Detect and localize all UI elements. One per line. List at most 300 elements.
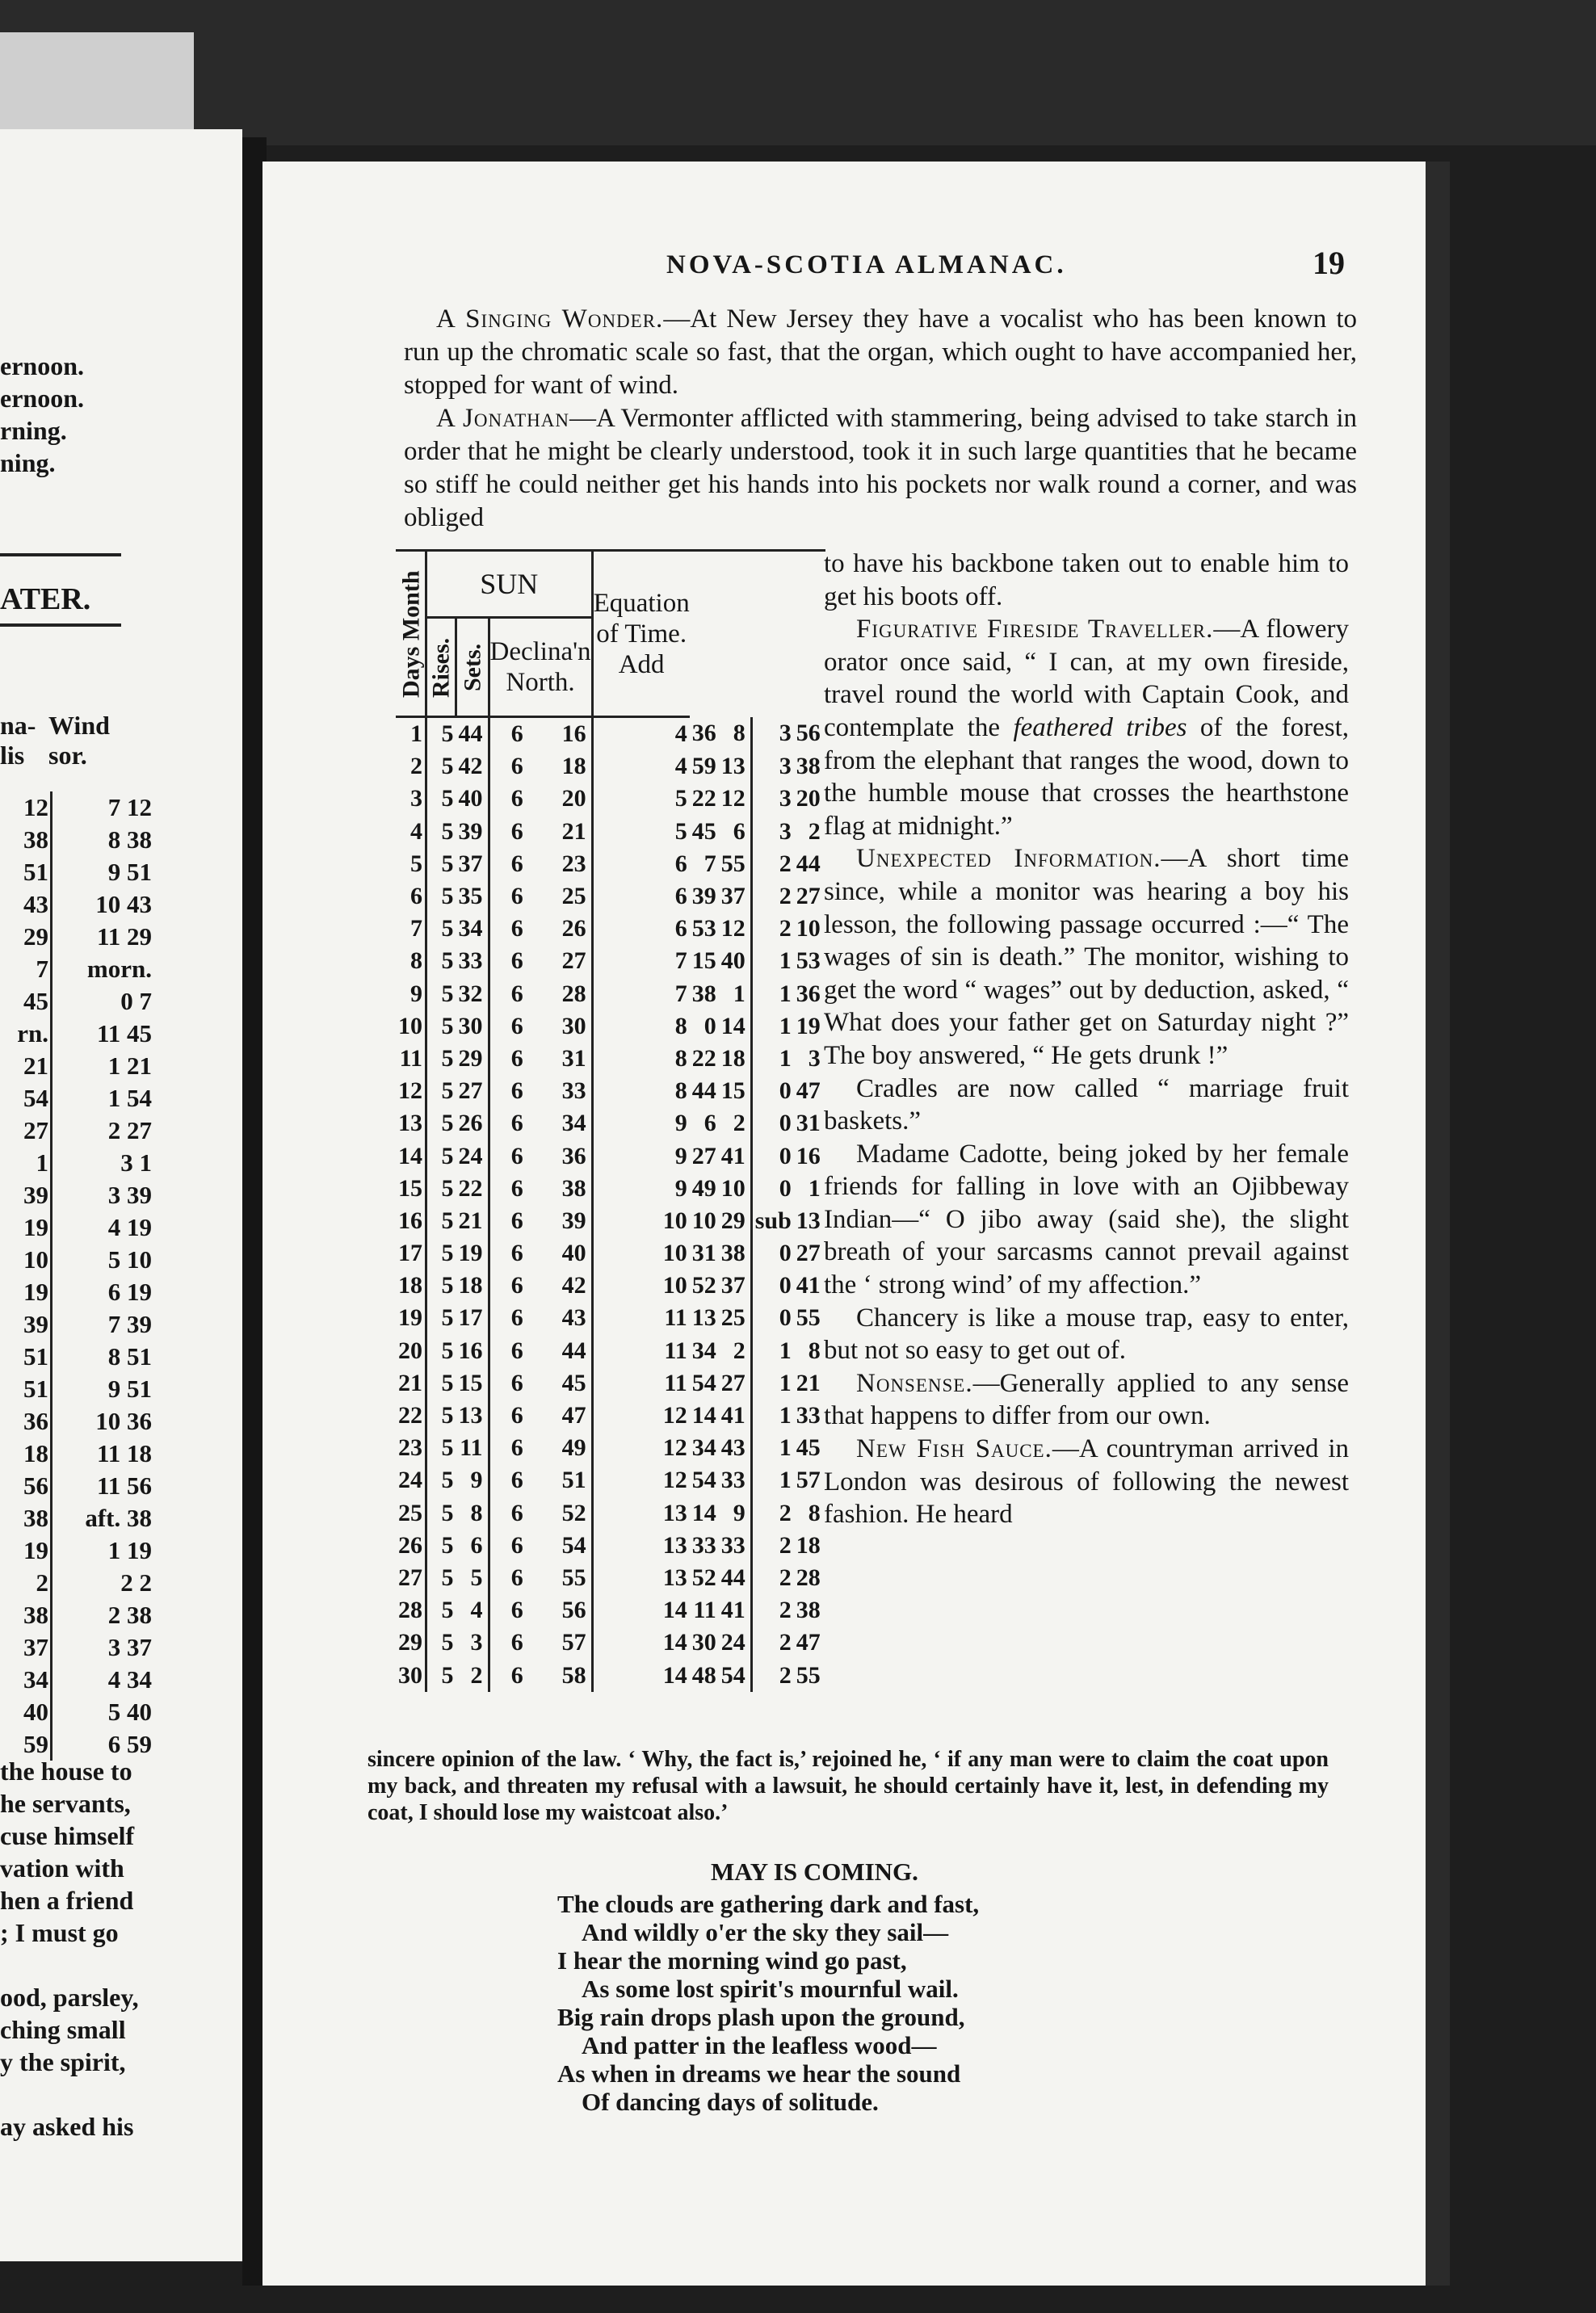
sun-table-cell: 5 (426, 880, 456, 913)
sun-table-cell: 5 (426, 1464, 456, 1497)
sun-table-cell: 0 (751, 1237, 794, 1270)
sun-table-cell: 0 (751, 1173, 794, 1205)
left-table-row (0, 953, 153, 985)
sun-table-row (396, 783, 825, 815)
sun-table-cell: 1 (751, 1464, 794, 1497)
sun-table-cell: 33 (720, 1467, 746, 1494)
para-title: A Jonathan (436, 404, 570, 433)
left-table-cell: 4 19 (51, 1211, 153, 1244)
sun-table-cell: 2 (751, 1562, 794, 1594)
para-figurative: Figurative Fireside Traveller.—A flowery orator once said, “ I can, at my own fireside, travel round the world with Captain Cook, and contemplate the feathered tribes of the forest, from the elephant that ranges the wood, down to the humble mouse that crosses the hearthstone flag at midnight.” (824, 615, 1349, 841)
sun-table-cell: 4 (592, 717, 690, 751)
sun-table-cell: 10 (592, 1270, 690, 1302)
sun-table-cell: 2 (751, 880, 794, 913)
left-table-cell: 10 43 (51, 888, 153, 921)
left-table-row (0, 1373, 153, 1405)
sun-table-cell: 42 (561, 1272, 586, 1299)
sun-table-cell: 31 (796, 1110, 821, 1137)
sun-table-cell: 21 (398, 1369, 422, 1396)
sun-table-cell: 5 (426, 1270, 456, 1302)
sun-table-cell: 10 (398, 1012, 422, 1039)
left-page-line: cuse himself (0, 1821, 135, 1850)
sun-table-row (396, 1043, 825, 1075)
para-unexpected: Unexpected Information.—A short time since, while a monitor was hearing a boy his lesson, the following passage occurred :—“ The wages of sin is death.” The monitor, wishing to get the word “ wages” out by deduction, asked, “ What does your father get on Saturday night ?” The boy answered, “ He gets drunk !” (824, 844, 1349, 1070)
page-edge (1426, 162, 1450, 2286)
left-table-cell: 7 12 (51, 791, 153, 824)
sun-table-cell: 10 (691, 1207, 716, 1234)
col-days-month: Days Month (396, 551, 426, 717)
sun-table-cell: 29 (720, 1207, 746, 1234)
sun-table-cell: 5 (426, 1497, 456, 1530)
sun-table-cell: 1 (751, 978, 794, 1010)
left-table-cell: 38 (23, 825, 48, 854)
left-col-b-head: Wind sor. (48, 711, 110, 770)
poem-line: As when in dreams we hear the sound (557, 2059, 961, 2088)
left-table-cell: 1 (36, 1148, 48, 1177)
sun-table-cell: 9 (592, 1173, 690, 1205)
left-table-cell: 5 10 (51, 1244, 153, 1276)
left-table-cell: 7 (36, 955, 48, 983)
sun-table-row (396, 1497, 825, 1530)
sun-table-row (396, 1140, 825, 1172)
left-table-row (0, 1502, 153, 1534)
left-page-rule (0, 553, 121, 556)
sun-table-cell: 6 (592, 913, 690, 945)
sun-table-cell: 28 (796, 1564, 821, 1591)
left-page-line: rning. (0, 416, 67, 445)
sun-table-cell: 16 (796, 1142, 821, 1169)
left-table-cell: 6 59 (51, 1728, 153, 1761)
sun-table-row (396, 1270, 825, 1302)
right-column (824, 548, 1349, 1531)
sun-table-cell: 6 (489, 1205, 526, 1237)
sun-table-cell: 41 (796, 1272, 821, 1299)
sun-table-cell: 18 (458, 1272, 483, 1299)
sun-table-cell: 28 (561, 980, 586, 1007)
sun-table-cell: 5 (426, 1367, 456, 1400)
sun-table-cell: 17 (398, 1240, 422, 1267)
sun-table-cell: 6 (489, 1140, 526, 1172)
left-table-row (0, 1082, 153, 1115)
left-table-cell: 39 (23, 1310, 48, 1338)
sun-table-cell: 18 (561, 753, 586, 780)
sun-table-cell: 11 (399, 1044, 422, 1072)
page-number: 19 (1312, 245, 1345, 281)
sun-table-cell: 29 (458, 1044, 483, 1072)
sun-table-row (396, 1335, 825, 1367)
sun-table-cell: 44 (561, 1337, 586, 1364)
para-jonathan (404, 402, 1357, 535)
sun-table-cell: 27 (398, 1564, 422, 1591)
sun-table-cell: 6 (489, 1237, 526, 1270)
left-table-cell: 9 51 (51, 1373, 153, 1405)
sun-table-row (396, 1302, 825, 1334)
sun-table-cell: 1 (410, 720, 422, 748)
sun-table-cell: 37 (458, 850, 483, 877)
left-table-cell: 59 (23, 1730, 48, 1758)
sun-table-cell: 27 (691, 1142, 716, 1169)
sun-table-cell: 18 (720, 1044, 746, 1072)
sun-table-cell: 14 (592, 1627, 690, 1659)
left-table-cell: 4 34 (51, 1664, 153, 1696)
sun-table-cell: 7 (592, 978, 690, 1010)
sun-table-cell: 8 (592, 1010, 690, 1043)
left-table-cell: 40 (23, 1698, 48, 1726)
sun-table-cell: 9 (733, 1499, 746, 1526)
sun-table-cell: 54 (691, 1369, 716, 1396)
sun-table-cell: 14 (592, 1594, 690, 1627)
sun-table-cell: 27 (561, 947, 586, 975)
sun-table-cell: 1 (751, 1335, 794, 1367)
sun-table-cell: 6 (489, 750, 526, 783)
left-page-rule (0, 623, 121, 627)
left-table-cell: 38 (23, 1504, 48, 1532)
left-table-cell: 8 38 (51, 824, 153, 856)
sun-table-cell: 2 (410, 753, 422, 780)
sun-table-cell: 5 (592, 783, 690, 815)
para-nonsense: Nonsense.—Generally applied to any sense that happens to differ from our own. (824, 1368, 1349, 1431)
col-declination: Declina'n North. (489, 618, 592, 717)
sun-table-cell: 25 (720, 1304, 746, 1332)
sun-table-cell: 6 (410, 883, 422, 910)
sun-table-cell: 36 (796, 980, 821, 1007)
poem-line: Big rain drops plash upon the ground, (557, 2003, 965, 2031)
sun-table-row (396, 945, 825, 977)
sun-table-cell: 25 (398, 1499, 422, 1526)
sun-table-cell: 13 (592, 1530, 690, 1562)
sun-table-cell: 27 (796, 883, 821, 910)
sun-table-cell: 52 (691, 1272, 716, 1299)
sun-table-cell: 35 (458, 883, 483, 910)
sun-table-cell: 38 (720, 1240, 746, 1267)
left-table-cell: 45 (23, 987, 48, 1015)
sun-table-row (396, 1173, 825, 1205)
left-table-cell: 6 19 (51, 1276, 153, 1308)
sun-table-cell: 41 (720, 1597, 746, 1624)
sun-table-row (396, 848, 825, 880)
sun-table-cell: 40 (561, 1240, 586, 1267)
sun-table-cell: 34 (691, 1434, 716, 1462)
sun-table-cell: 47 (561, 1402, 586, 1429)
sun-table-cell: 1 (751, 1367, 794, 1400)
sun-table-cell: 27 (796, 1240, 821, 1267)
left-table-cell: morn. (51, 953, 153, 985)
sun-table-cell: 5 (426, 1173, 456, 1205)
sun-table-cell: 1 (733, 980, 746, 1007)
sun-table-cell: 5 (426, 848, 456, 880)
sun-table-cell: 55 (720, 850, 746, 877)
sun-table-cell: 20 (398, 1337, 422, 1364)
sun-table-cell: 4 (410, 817, 422, 845)
sun-table-cell: 6 (489, 1075, 526, 1107)
sun-table-cell: 8 (733, 720, 746, 747)
sun-table-cell: 6 (733, 817, 746, 845)
left-page-line: hen a friend (0, 1886, 134, 1915)
left-page-line: ching small (0, 2015, 126, 2044)
sun-table-row (396, 1562, 825, 1594)
sun-table-cell: 5 (426, 1140, 456, 1172)
left-table-cell: 37 (23, 1633, 48, 1661)
sun-table-cell: 0 (751, 1270, 794, 1302)
sun-table-cell: 11 (460, 1434, 483, 1462)
sun-table-cell: 1 (751, 945, 794, 977)
sun-table-cell: 22 (691, 785, 716, 812)
sun-table-cell: 22 (458, 1174, 483, 1202)
sun-table-cell: 19 (398, 1304, 422, 1332)
sun-table-cell: 1 (751, 1400, 794, 1432)
sun-table-row (396, 1400, 825, 1432)
left-table-row (0, 1276, 153, 1308)
sun-table-cell: 12 (398, 1077, 422, 1105)
sun-table-cell: 6 (489, 1107, 526, 1140)
sun-table-cell: 33 (796, 1402, 821, 1429)
sun-table-cell: 33 (691, 1531, 716, 1559)
sun-table-cell: 38 (796, 1597, 821, 1624)
sun-table-cell: 41 (720, 1402, 746, 1429)
sun-table-cell: 2 (751, 1627, 794, 1659)
scan-glare (0, 32, 194, 129)
para-text: —A Vermonter afflicted with stammering, being advised to take starch in order that he might be clearly understood, took it in such large quantities that he became so stiff he could neither get his hands into his pockets nor walk round a corner, and was obliged (404, 404, 1357, 532)
sun-table-cell: 27 (458, 1077, 483, 1105)
left-table-cell: 51 (23, 1342, 48, 1371)
left-table-row (0, 1534, 153, 1567)
sun-table-cell: 13 (398, 1110, 422, 1137)
left-table-row (0, 985, 153, 1018)
left-table-row (0, 1341, 153, 1373)
left-table-row (0, 824, 153, 856)
sun-table-row (396, 1107, 825, 1140)
sun-table-cell: 5 (426, 1205, 456, 1237)
sun-table-cell: 5 (426, 717, 456, 751)
para-singing-wonder (404, 303, 1357, 402)
sun-table-cell: 5 (426, 1594, 456, 1627)
sun-table-cell: 49 (691, 1174, 716, 1202)
page-header (262, 245, 1426, 291)
scan-background-top (0, 0, 1596, 145)
left-table-cell: 39 (23, 1181, 48, 1209)
sun-table-cell: 16 (398, 1207, 422, 1234)
sun-table-cell: 6 (489, 880, 526, 913)
sun-table-cell: 0 (751, 1140, 794, 1172)
left-table-cell: 1 54 (51, 1082, 153, 1115)
sun-table-cell: 8 (808, 1337, 821, 1364)
sun-table-cell: 24 (720, 1629, 746, 1656)
sun-table-cell: 12 (592, 1432, 690, 1464)
poem-line: As some lost spirit's mournful wail. (582, 1975, 959, 2003)
sun-table-row (396, 1432, 825, 1464)
left-table-row (0, 1599, 153, 1631)
sun-table-cell: 8 (410, 947, 422, 975)
para-cradles: Cradles are now called “ marriage fruit baskets.” (824, 1073, 1349, 1136)
sun-table-cell: 11 (592, 1302, 690, 1334)
sun-table-cell: 37 (720, 1272, 746, 1299)
sun-table-cell: 7 (592, 945, 690, 977)
sun-table-cell: 59 (691, 753, 716, 780)
left-col-a-head: na- lis (0, 711, 36, 770)
sun-table-cell: 30 (691, 1629, 716, 1656)
poem-line: And patter in the leafless wood— (582, 2031, 937, 2059)
sun-table-cell: 3 (410, 785, 422, 812)
left-table-row (0, 1438, 153, 1470)
sun-table-cell: 52 (561, 1499, 586, 1526)
left-table-row (0, 1115, 153, 1147)
sun-table-row (396, 750, 825, 783)
sun-table-cell: 30 (458, 1012, 483, 1039)
sun-table-cell: 15 (691, 947, 716, 975)
left-page-line: ernoon. (0, 351, 84, 380)
sun-table-row (396, 816, 825, 848)
sun-table-cell: 23 (561, 850, 586, 877)
sun-table-cell: 13 (720, 753, 746, 780)
left-page-line: he servants, (0, 1789, 131, 1818)
left-table-cell: 29 (23, 922, 48, 951)
left-page-table-title: ATER. (0, 582, 91, 616)
sun-table-cell: 6 (489, 1043, 526, 1075)
sun-table-cell: 8 (808, 1499, 821, 1526)
sun-table-cell: 16 (458, 1337, 483, 1364)
left-table-row (0, 1018, 153, 1050)
left-page-line: vation with (0, 1853, 124, 1883)
sun-table-cell: 2 (751, 1594, 794, 1627)
sun-table-cell: 56 (796, 720, 821, 747)
sun-table-cell: 43 (561, 1304, 586, 1332)
left-table-cell: 1 21 (51, 1050, 153, 1082)
left-table-cell: 11 18 (51, 1438, 153, 1470)
left-table-row (0, 1664, 153, 1696)
sun-table-cell: 36 (691, 720, 716, 747)
sun-table-cell: 6 (489, 1010, 526, 1043)
sun-table-cell: 6 (489, 1335, 526, 1367)
sun-table-cell: 27 (720, 1369, 746, 1396)
sun-table-cell: 10 (592, 1205, 690, 1237)
left-table-cell: 34 (23, 1665, 48, 1694)
sun-table-cell: 5 (426, 1302, 456, 1334)
sun-table-cell: 15 (458, 1369, 483, 1396)
left-table-row (0, 1211, 153, 1244)
sun-table-cell: 49 (561, 1434, 586, 1462)
sun-table-cell: 20 (796, 785, 821, 812)
sun-table-cell: 12 (720, 915, 746, 942)
sun-table-cell: 22 (398, 1402, 422, 1429)
left-table-row (0, 1470, 153, 1502)
sun-table-cell: 53 (796, 947, 821, 975)
sun-table-cell: 16 (561, 720, 586, 748)
sun-table-cell: 26 (398, 1531, 422, 1559)
sun-table-cell: 22 (691, 1044, 716, 1072)
left-table-cell: 19 (23, 1213, 48, 1241)
sun-table-cell: 55 (796, 1304, 821, 1332)
left-table-row (0, 791, 153, 824)
sun-table-cell: 10 (592, 1237, 690, 1270)
left-table-cell: 11 45 (51, 1018, 153, 1050)
left-table-cell: 21 (23, 1052, 48, 1080)
sun-table-cell: 31 (561, 1044, 586, 1072)
sun-table-cell: 2 (733, 1337, 746, 1364)
sun-table-cell: 29 (398, 1629, 422, 1656)
sun-table-cell: 41 (720, 1142, 746, 1169)
sun-table-cell: 39 (691, 883, 716, 910)
col-rises: Rises. (426, 618, 456, 717)
sun-table-row (396, 1237, 825, 1270)
sun-table-cell: 12 (592, 1400, 690, 1432)
sun-table-cell: 30 (398, 1661, 422, 1689)
left-table-row (0, 921, 153, 953)
sun-table-cell: 3 (751, 783, 794, 815)
left-table-row (0, 1567, 153, 1599)
sun-table-cell: 23 (398, 1434, 422, 1462)
para-cadotte: Madame Cadotte, being joked by her female friends for falling in love with an Ojibbeway Indian—“ O jibo away (said she), the slight breath of your sarcasms cannot prevail against the ‘ strong wind’ of my affection.” (824, 1139, 1349, 1300)
left-table-cell: 56 (23, 1471, 48, 1500)
sun-table-cell: 6 (489, 1400, 526, 1432)
sun-table-cell: 0 (751, 1075, 794, 1107)
sun-table-cell: 5 (426, 1530, 456, 1562)
sun-table-cell: sub (751, 1205, 794, 1237)
left-table-cell: 38 (23, 1601, 48, 1629)
sun-table-cell: 13 (796, 1207, 821, 1234)
left-table-cell: 7 39 (51, 1308, 153, 1341)
sun-table-cell: 6 (489, 1594, 526, 1627)
sun-table-cell: 6 (470, 1531, 483, 1559)
left-table-cell: rn. (17, 1019, 48, 1047)
sun-table-cell: 2 (808, 817, 821, 845)
left-table-row (0, 1308, 153, 1341)
left-table-cell: 3 39 (51, 1179, 153, 1211)
sun-table-cell: 56 (561, 1597, 586, 1624)
sun-table-cell: 6 (489, 978, 526, 1010)
sun-table-cell: 8 (592, 1043, 690, 1075)
sun-table-cell: 5 (426, 816, 456, 848)
left-table-row (0, 1147, 153, 1179)
sun-table-cell: 26 (561, 915, 586, 942)
left-page-line: the house to (0, 1757, 132, 1786)
sun-table-row (396, 1010, 825, 1043)
left-table-row (0, 856, 153, 888)
left-table-cell: 12 (23, 793, 48, 821)
sun-table-cell: 3 (751, 717, 794, 751)
sun-table-cell: 6 (592, 848, 690, 880)
sun-table-cell: 5 (426, 913, 456, 945)
sun-table-cell: 2 (751, 1497, 794, 1530)
sun-table-cell: 11 (693, 1597, 716, 1624)
sun-table-cell: 18 (796, 1531, 821, 1559)
sun-table-cell: 34 (561, 1110, 586, 1137)
left-table-cell: 54 (23, 1084, 48, 1112)
sun-table-cell: 33 (720, 1531, 746, 1559)
sun-table-cell: 54 (561, 1531, 586, 1559)
left-table-cell: 2 2 (51, 1567, 153, 1599)
sun-table-row (396, 1627, 825, 1659)
sun-table-cell: 44 (720, 1564, 746, 1591)
sun-table-cell: 25 (561, 883, 586, 910)
sun-table-cell: 42 (458, 753, 483, 780)
sun-table-cell: 21 (561, 817, 586, 845)
sun-table-cell: 14 (720, 1012, 746, 1039)
sun-table-cell: 34 (458, 915, 483, 942)
left-table-cell: 3 37 (51, 1631, 153, 1664)
sun-table-cell: 19 (458, 1240, 483, 1267)
sun-table-cell: 57 (796, 1467, 821, 1494)
sun-table-cell: 6 (489, 1562, 526, 1594)
left-page-line: ood, parsley, (0, 1983, 139, 2012)
sun-table-cell: 5 (470, 1564, 483, 1591)
sun-table-cell: 38 (796, 753, 821, 780)
left-page-table (0, 791, 153, 1761)
sun-table-cell: 47 (796, 1077, 821, 1105)
left-table-cell: 51 (23, 1375, 48, 1403)
sun-table-cell: 5 (426, 1043, 456, 1075)
sun-table-cell: 45 (561, 1369, 586, 1396)
sun-table-cell: 2 (751, 1530, 794, 1562)
